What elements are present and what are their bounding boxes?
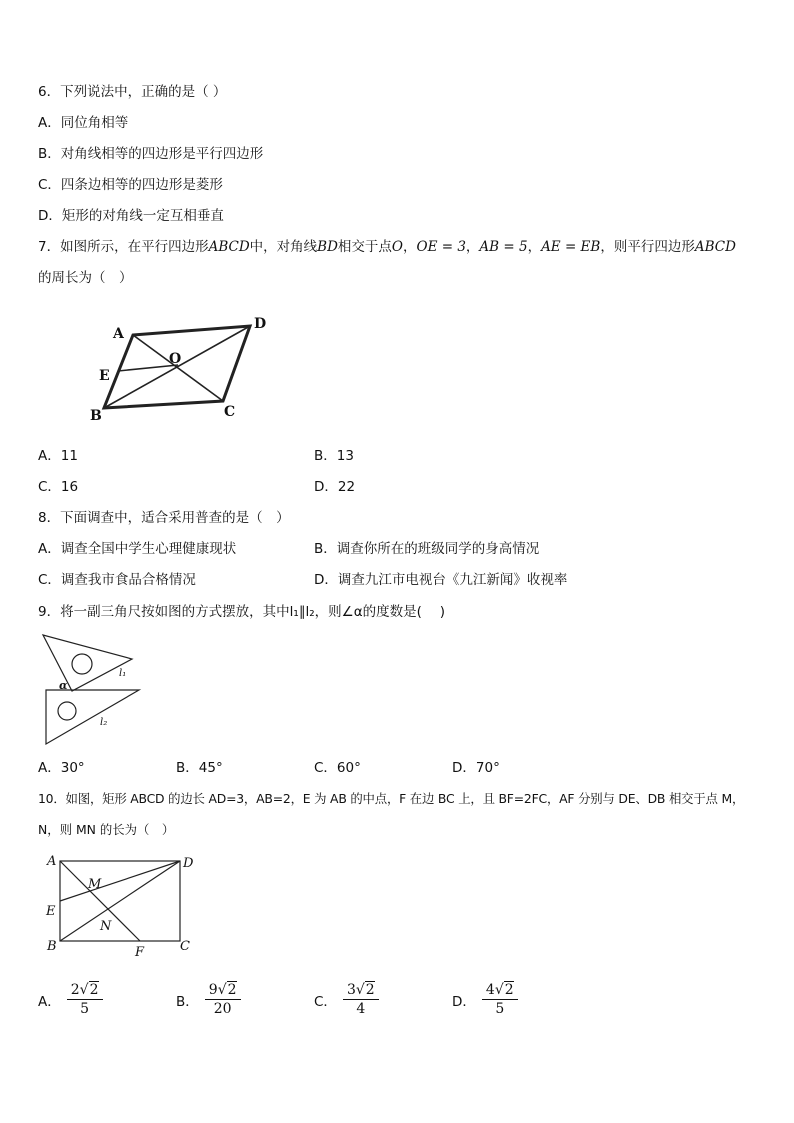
q7-parallelogram-figure bbox=[88, 308, 278, 428]
q10-label-f: F bbox=[135, 945, 145, 960]
q7-ae: AE = EB bbox=[541, 239, 601, 255]
q10-label-b: B bbox=[47, 939, 57, 954]
q7-stem-text: 相交于点 bbox=[337, 239, 392, 255]
q7-label-o: O bbox=[169, 351, 182, 367]
q6-stem: 6．下列说法中，正确的是（ ） bbox=[38, 84, 227, 100]
q9-label-alpha: α bbox=[59, 679, 68, 692]
q10-option-d bbox=[452, 982, 518, 1017]
q7-option-d: D．22 bbox=[314, 479, 356, 495]
q9-option-b: B．45° bbox=[176, 760, 223, 776]
fraction-coef: 4 bbox=[485, 982, 495, 998]
sqrt-icon: √ bbox=[79, 982, 89, 998]
q10-label-a: A bbox=[47, 854, 57, 869]
q10-rectangle-figure bbox=[44, 852, 204, 960]
q10-stem-line1: 10．如图，矩形 ABCD 的边长 AD=3，AB=2，E 为 AB 的中点，F 在边 BC 上，且 BF=2FC，AF 分别与 DE、DB 相交于点 M， bbox=[38, 791, 745, 806]
sqrt-icon: √ bbox=[355, 982, 365, 998]
q10-label-d: D bbox=[183, 856, 194, 871]
q10-label-c: C bbox=[180, 939, 190, 954]
q7-stem-text: ，则平行四边形 bbox=[600, 239, 695, 255]
q10-option-letter: C． bbox=[314, 993, 337, 1010]
q7-stem-line2: 的周长为（ ） bbox=[38, 270, 133, 286]
q7-option-c: C．16 bbox=[38, 479, 79, 495]
q8-option-a: A．调查全国中学生心理健康现状 bbox=[38, 541, 237, 557]
q7-abcd: ABCD bbox=[694, 239, 736, 255]
fraction-radicand: 2 bbox=[89, 982, 99, 998]
q6-option-b: B．对角线相等的四边形是平行四边形 bbox=[38, 146, 264, 162]
fraction bbox=[343, 982, 379, 1017]
q7-stem-text: 7．如图所示，在平行四边形 bbox=[38, 239, 209, 255]
q8-option-c: C．调查我市食品合格情况 bbox=[38, 572, 196, 588]
q9-stem: 9．将一副三角尺按如图的方式摆放，其中l₁∥l₂，则∠α的度数是( ) bbox=[38, 604, 445, 620]
q10-option-letter: B． bbox=[176, 993, 199, 1010]
fraction bbox=[205, 982, 241, 1017]
q7-sep: ， bbox=[465, 239, 480, 255]
q10-label-n: N bbox=[100, 919, 112, 934]
fraction bbox=[67, 982, 103, 1017]
q7-ab: AB = 5 bbox=[479, 239, 528, 255]
fraction-denominator: 5 bbox=[495, 1001, 505, 1017]
fraction-coef: 2 bbox=[70, 982, 80, 998]
fraction-radicand: 2 bbox=[365, 982, 375, 998]
q9-option-a: A．30° bbox=[38, 760, 85, 776]
q6-option-c: C．四条边相等的四边形是菱形 bbox=[38, 177, 223, 193]
q10-option-c bbox=[314, 982, 379, 1017]
fraction-coef: 9 bbox=[208, 982, 218, 998]
q10-option-b bbox=[176, 982, 241, 1017]
q9-option-c: C．60° bbox=[314, 760, 361, 776]
fraction bbox=[482, 982, 518, 1017]
q8-option-d: D．调查九江市电视台《九江新闻》收视率 bbox=[314, 572, 568, 588]
q9-label-l1: l₁ bbox=[119, 668, 127, 679]
q7-o: O bbox=[391, 239, 403, 255]
q10-option-letter: D． bbox=[452, 993, 476, 1010]
q10-label-e: E bbox=[46, 904, 56, 919]
fraction-denominator: 20 bbox=[213, 1001, 232, 1017]
q7-option-b: B．13 bbox=[314, 448, 354, 464]
q7-oe: OE = 3 bbox=[416, 239, 466, 255]
fraction-denominator: 5 bbox=[80, 1001, 90, 1017]
fraction-coef: 3 bbox=[346, 982, 356, 998]
q7-label-d: D bbox=[254, 316, 267, 332]
q10-label-m: M bbox=[88, 877, 102, 892]
fraction-radicand: 2 bbox=[504, 982, 514, 998]
q7-stem-text: 中，对角线 bbox=[249, 239, 318, 255]
q10-stem-line2: N，则 MN 的长为（ ） bbox=[38, 822, 175, 837]
q9-option-d: D．70° bbox=[452, 760, 500, 776]
q7-label-b: B bbox=[90, 408, 102, 424]
q8-option-b: B．调查你所在的班级同学的身高情况 bbox=[314, 541, 540, 557]
q7-sep: ， bbox=[403, 239, 417, 255]
q8-stem: 8．下面调查中，适合采用普查的是（ ） bbox=[38, 510, 290, 526]
q9-triangle-rulers-figure bbox=[38, 630, 148, 750]
q7-label-c: C bbox=[224, 404, 236, 420]
q10-option-letter: A． bbox=[38, 993, 61, 1010]
q7-stem-line1 bbox=[38, 238, 736, 256]
fraction-radicand: 2 bbox=[227, 982, 237, 998]
q7-bd: BD bbox=[317, 239, 338, 255]
q6-option-d: D．矩形的对角线一定互相垂直 bbox=[38, 208, 224, 224]
sqrt-icon: √ bbox=[217, 982, 227, 998]
fraction-denominator: 4 bbox=[356, 1001, 366, 1017]
q10-option-a bbox=[38, 982, 103, 1017]
q7-sep: ， bbox=[527, 239, 542, 255]
q7-option-a: A．11 bbox=[38, 448, 78, 464]
q9-label-l2: l₂ bbox=[100, 717, 108, 728]
q7-label-e: E bbox=[99, 368, 110, 384]
q7-abcd: ABCD bbox=[208, 239, 250, 255]
sqrt-icon: √ bbox=[494, 982, 504, 998]
q6-option-a: A．同位角相等 bbox=[38, 115, 129, 131]
q7-label-a: A bbox=[113, 326, 124, 342]
